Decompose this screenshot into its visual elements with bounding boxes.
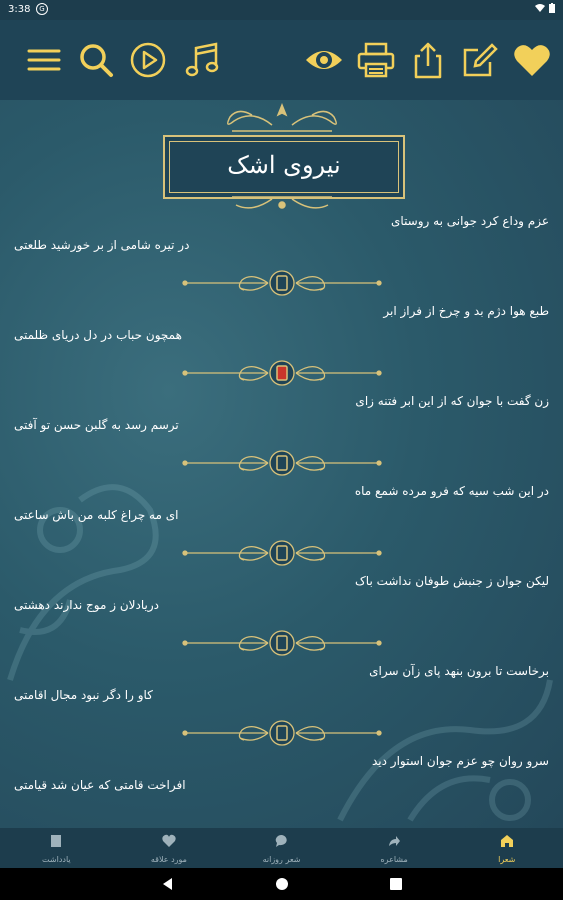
title-frame: [163, 135, 405, 199]
verse-left-hemistich[interactable]: ترسم رسد به گلبن حسن تو آفتی: [14, 418, 179, 432]
back-icon[interactable]: [160, 876, 176, 892]
top-toolbar: [0, 20, 563, 100]
nav-item-1[interactable]: [338, 828, 451, 868]
eye-icon[interactable]: [304, 40, 344, 80]
play-icon[interactable]: [128, 40, 168, 80]
poem-content[interactable]: [0, 100, 563, 828]
verse-left-hemistich[interactable]: ای مه چراغ کلبه من باش ساعتی: [14, 508, 179, 522]
verse-divider: [182, 538, 382, 568]
verse-right-hemistich[interactable]: عزم وداع کرد جوانی به روستای: [391, 214, 549, 228]
verse-divider: [182, 628, 382, 658]
home-icon: [500, 834, 514, 848]
home-button-icon[interactable]: [274, 876, 290, 892]
nav-item-label: شعر روزانه: [262, 855, 301, 864]
floral-pattern: [0, 430, 180, 690]
heart-icon: [162, 834, 176, 848]
title-ornament-top: [212, 103, 352, 133]
poem-title: نیروی اشک: [227, 151, 341, 179]
bookmark-icon[interactable]: [277, 366, 287, 380]
verse-left-hemistich[interactable]: کاو را دگر نبود مجال اقامتی: [14, 688, 153, 702]
heart-icon[interactable]: [512, 40, 552, 80]
verse-right-hemistich[interactable]: سرو روان چو عزم جوان استوار دید: [371, 754, 549, 768]
share-icon[interactable]: [408, 40, 448, 80]
verse-left-hemistich[interactable]: افراخت قامتی که عیان شد قیامتی: [14, 778, 186, 792]
share-arrow-icon: [387, 834, 401, 848]
verse-right-hemistich[interactable]: زن گفت با جوان که از این ابر فتنه زای: [355, 394, 549, 408]
verse-divider: [182, 448, 382, 478]
nav-item-label: مشاعره: [380, 855, 408, 864]
system-navigation-bar: [0, 868, 563, 900]
nav-item-label: مورد علاقه: [150, 855, 187, 864]
nav-item-3[interactable]: [113, 828, 226, 868]
nav-item-2[interactable]: [225, 828, 338, 868]
verse-divider: [182, 268, 382, 298]
nav-item-0[interactable]: [450, 828, 563, 868]
edit-icon[interactable]: [460, 40, 500, 80]
bottom-navigation: [0, 828, 563, 868]
verse-divider: [182, 718, 382, 748]
verse-right-hemistich[interactable]: در این شب سیه که فرو مرده شمع ماه: [354, 484, 549, 498]
battery-icon: [549, 3, 555, 13]
nav-item-label: یادداشت: [42, 855, 71, 864]
verse-left-hemistich[interactable]: همچون حباب در دل دریای ظلمتی: [14, 328, 182, 342]
status-icons: [535, 3, 555, 13]
title-ornament-bottom: [212, 195, 352, 215]
verse-right-hemistich[interactable]: طبع هوا دژم بد و چرخ از فراز ابر: [383, 304, 549, 318]
recents-icon[interactable]: [388, 876, 404, 892]
nav-item-label: شعرا: [498, 855, 516, 864]
notification-icon: G: [36, 3, 48, 15]
verse-divider: [182, 358, 382, 388]
verse-right-hemistich[interactable]: برخاست تا برون بنهد پای زآن سرای: [369, 664, 549, 678]
wifi-icon: [535, 3, 545, 13]
note-icon: [49, 834, 63, 848]
verse-left-hemistich[interactable]: در تیره شامی از بر خورشید طلعتی: [14, 238, 190, 252]
menu-icon[interactable]: [24, 40, 64, 80]
verse-left-hemistich[interactable]: دریادلان ز موج ندارند دهشتی: [14, 598, 159, 612]
nav-item-4[interactable]: [0, 828, 113, 868]
chat-icon: [275, 834, 289, 848]
print-icon[interactable]: [356, 40, 396, 80]
search-icon[interactable]: [76, 40, 116, 80]
verse-right-hemistich[interactable]: لیکن جوان ز جنبش طوفان نداشت باک: [355, 574, 549, 588]
status-time: 3:38: [8, 4, 31, 15]
music-icon[interactable]: [182, 40, 222, 80]
status-bar: [0, 0, 563, 20]
